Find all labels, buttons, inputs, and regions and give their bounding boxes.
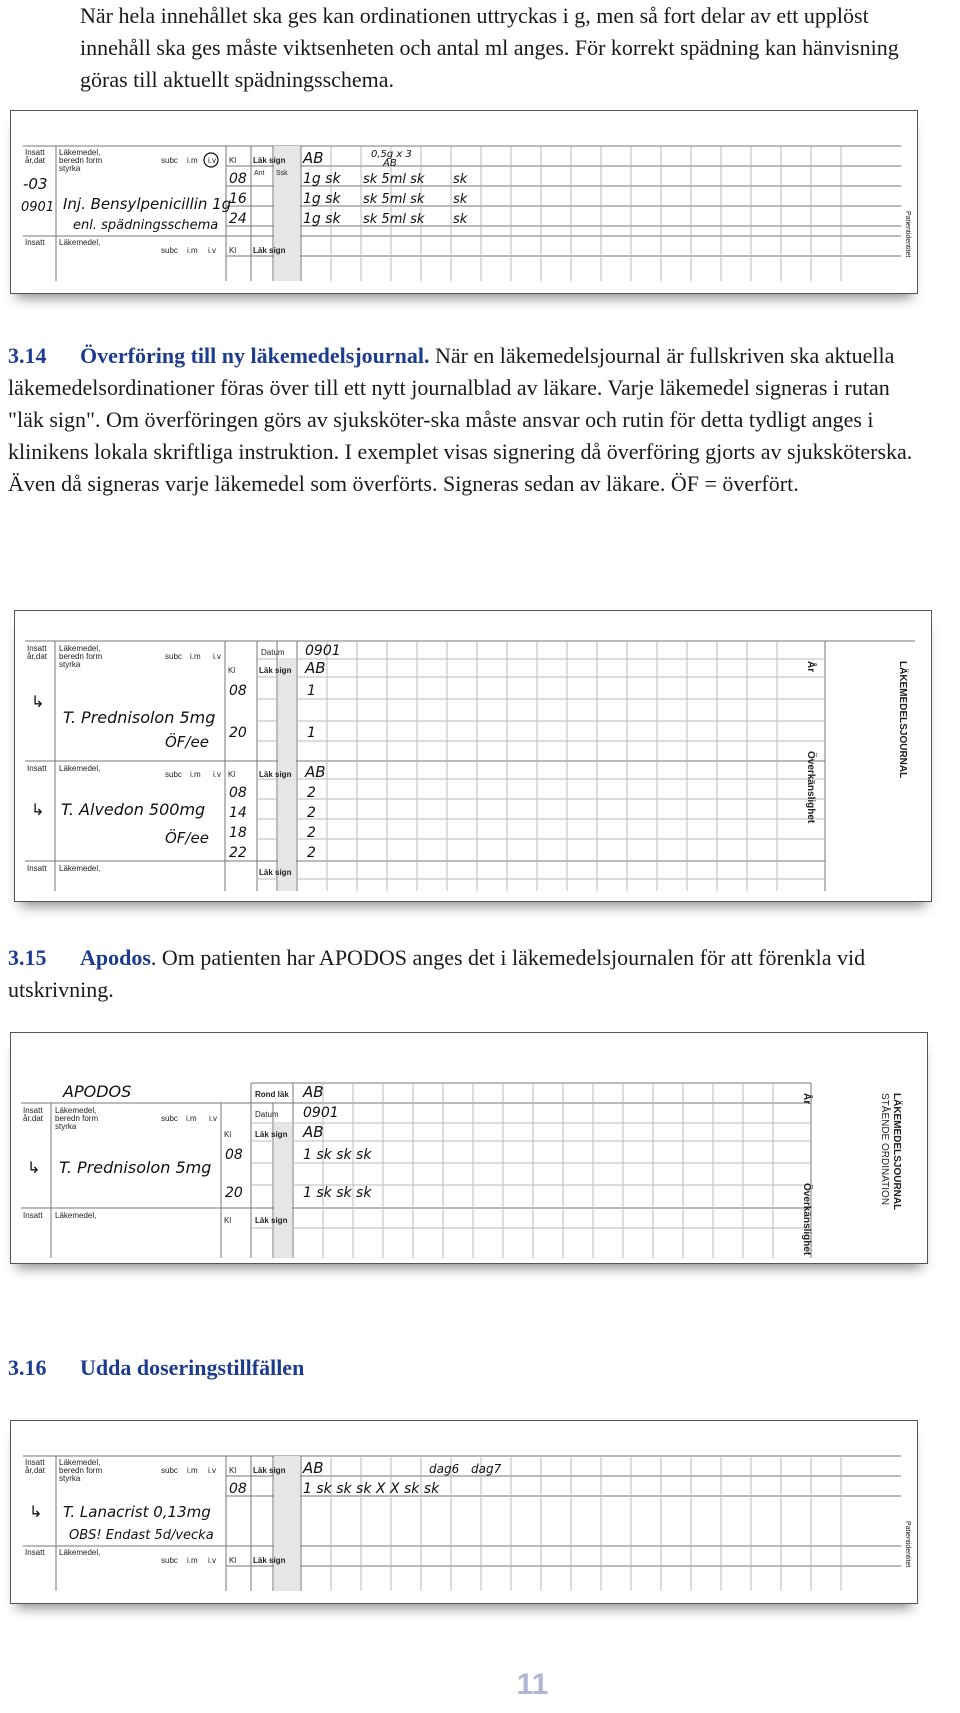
lakemedel-label: Läkemedel, — [59, 148, 101, 157]
form-1-grid — [11, 111, 917, 293]
mark-3: sk 5ml sk — [363, 212, 425, 227]
mark-2: sk 5ml sk — [363, 192, 425, 207]
insatt-label: Insatt — [27, 644, 47, 653]
kl-label: Kl — [229, 156, 237, 165]
sign-a: AB — [305, 659, 326, 677]
lakemedel-label: Läkemedel, — [59, 1458, 101, 1467]
im-label-b: i.m — [187, 1556, 198, 1565]
insatt-label: Insatt — [25, 148, 45, 157]
staende-label: STÅENDE ORDINATION — [879, 1093, 890, 1206]
insatt-label-b: Insatt — [27, 764, 47, 773]
lakemedel-label: Läkemedel, — [55, 1106, 97, 1115]
styrka-label: styrka — [59, 1474, 81, 1483]
time-1: 08 — [229, 171, 247, 187]
section-body: . Om patienten har APODOS anges det i läkemedelsjournalen för att förenkla vid utskrivning. — [8, 945, 866, 1002]
form-4-grid — [11, 1421, 917, 1603]
dag6-label: dag6 — [429, 1462, 460, 1476]
ardat-label: år,dat — [25, 1466, 46, 1475]
styrka-label: styrka — [59, 660, 81, 669]
dose-2: 1g sk — [303, 191, 341, 207]
dose-b-3: 2 — [307, 825, 316, 841]
section-title: Överföring till ny läkemedelsjournal. — [80, 343, 430, 368]
kl-label: Kl — [229, 1466, 237, 1475]
lak-sign-label-c: Läk sign — [259, 868, 292, 877]
overkanslighet-label: Överkänslighet — [805, 751, 816, 824]
time-b-4: 22 — [229, 845, 247, 861]
section-title: Udda doseringstillfällen — [80, 1355, 305, 1380]
insatt-label-b: Insatt — [25, 238, 45, 247]
time-2: 16 — [229, 191, 247, 207]
subc-label: subc — [161, 1466, 178, 1475]
rond-lak-label: Rond läk — [255, 1090, 289, 1099]
dose-b-1: 2 — [307, 785, 316, 801]
beredn-label: beredn form — [55, 1114, 99, 1123]
iv-label-b: i.v — [208, 246, 216, 255]
patientidentitet-label: Patientidentitet — [904, 1521, 911, 1568]
section-title: Apodos — [80, 945, 151, 970]
datum-value: 0901 — [305, 643, 341, 659]
sign-top: AB — [303, 149, 324, 167]
iv-label: i.v — [209, 1114, 217, 1123]
subc-label-b: subc — [161, 246, 178, 255]
form-2-grid — [15, 611, 931, 901]
lakemedel-label-b: Läkemedel, — [59, 764, 101, 773]
im-label-b: i.m — [187, 246, 198, 255]
dose-2: 1 sk sk sk — [303, 1185, 372, 1201]
drug-name: Inj. Bensylpenicillin 1g — [63, 195, 232, 213]
drug-note: OBS! Endast 5d/vecka — [69, 1528, 214, 1543]
drug-note: enl. spädningsschema — [73, 218, 219, 233]
time-1: 08 — [229, 1481, 247, 1497]
kl-label: Kl — [228, 666, 236, 675]
sign-value: AB — [303, 1459, 324, 1477]
kl-label-b: Kl — [224, 1216, 232, 1225]
lak-sign-label-b: Läk sign — [255, 1216, 288, 1225]
ardat-label: år,dat — [23, 1114, 44, 1123]
iv-label-b: i.v — [208, 1556, 216, 1565]
lak-sign-label: Läk sign — [253, 156, 286, 165]
iv-label: i.v — [213, 652, 221, 661]
dose-a-2: 1 — [307, 725, 316, 741]
medication-form-4 — [10, 1420, 918, 1604]
styrka-label: styrka — [59, 164, 81, 173]
tail-1: sk — [453, 172, 468, 187]
lak-sign-label-b: Läk sign — [253, 1556, 286, 1565]
section-3-16 — [8, 1352, 928, 1384]
ssk-label: Ssk — [276, 170, 288, 177]
tail-3: sk — [453, 212, 468, 227]
rond-value: AB — [303, 1083, 324, 1101]
im-label: i.m — [186, 1114, 197, 1123]
apodos-note: APODOS — [63, 1082, 132, 1101]
subc-label: subc — [161, 156, 178, 165]
iv-label: i.v — [208, 156, 216, 165]
sign-b: AB — [305, 763, 326, 781]
ar-label: År — [801, 1093, 812, 1105]
section-number: 3.15 — [8, 945, 47, 970]
journal-label: LÄKEMEDELSJOURNAL — [897, 661, 908, 779]
kl-label: Kl — [224, 1130, 232, 1139]
lak-sign-label: Läk sign — [253, 1466, 286, 1475]
time-a-2: 20 — [229, 725, 247, 741]
medication-form-2 — [14, 610, 932, 902]
iv-label-b: i.v — [213, 770, 221, 779]
im-label: i.m — [187, 156, 198, 165]
subc-label: subc — [161, 1114, 178, 1123]
insatt-value-1: -03 — [23, 175, 48, 193]
time-b-3: 18 — [229, 825, 247, 841]
subc-label-b: subc — [161, 1556, 178, 1565]
section-number: 3.14 — [8, 343, 47, 368]
section-body: När en läkemedelsjournal är fullskriven ska aktuella läkemedelsordinationer föras över till ett nytt journalblad av läkare. Varje läkemedel signeras i rutan "läk sign". Om överföringen görs av sjuksköter-ska måste ansvar och rutin för detta tydligt anges i klinikens lokala skriftliga instruktion. I exemplet visas signering då överföring gjorts av sjuksköterska. Även då signeras varje läkemedel som överförts. Signeras sedan av läkare. ÖF = överfört. — [8, 343, 913, 496]
insatt-label: Insatt — [25, 1458, 45, 1467]
dose-b-2: 2 — [307, 805, 316, 821]
lak-sign-label-b: Läk sign — [253, 246, 286, 255]
arrow-b: ↳ — [31, 800, 45, 819]
time-b-2: 14 — [229, 805, 247, 821]
kl-label-b: Kl — [229, 1556, 237, 1565]
beredn-label: beredn form — [59, 1466, 103, 1475]
beredn-label: beredn form — [59, 156, 103, 165]
insatt-label-c: Insatt — [27, 864, 47, 873]
sign-value: AB — [303, 1123, 324, 1141]
kl-label-b: Kl — [229, 246, 237, 255]
medication-form-3 — [10, 1032, 928, 1264]
ardat-label: år,dat — [27, 652, 48, 661]
lak-sign-label: Läk sign — [255, 1130, 288, 1139]
time-b-1: 08 — [229, 785, 247, 801]
time-1: 08 — [225, 1147, 243, 1163]
journal-label: LÄKEMEDELSJOURNAL — [891, 1093, 902, 1211]
insatt-value-2: 0901 — [21, 200, 55, 215]
insatt-label-b: Insatt — [25, 1548, 45, 1557]
drug-name: T. Prednisolon 5mg — [59, 1158, 212, 1177]
intro-paragraph: När hela innehållet ska ges kan ordinationen uttryckas i g, men så fort delar av ett upplöst innehåll ska ges måste viktsenheten och antal ml anges. För korrekt spädning kan hänvisning göras till aktuellt spädningsschema. — [80, 3, 899, 92]
dag7-label: dag7 — [471, 1462, 502, 1476]
ardat-label: år,dat — [25, 156, 46, 165]
mark-1: sk 5ml sk — [363, 172, 425, 187]
patientidentitet-label: Patientidentitet — [904, 211, 911, 258]
sign-note: 0,5g x 3 — [371, 149, 412, 160]
time-3: 24 — [229, 211, 247, 227]
dose-3: 1g sk — [303, 211, 341, 227]
lakemedel-label: Läkemedel, — [59, 644, 101, 653]
im-label: i.m — [190, 652, 201, 661]
dose-a-1: 1 — [307, 683, 316, 699]
form-3-grid — [11, 1033, 927, 1263]
sign-note-2: AB — [383, 158, 397, 169]
section-number: 3.16 — [8, 1355, 47, 1380]
drug-b: T. Alvedon 500mg — [61, 800, 206, 819]
im-label-b: i.m — [190, 770, 201, 779]
lakemedel-label-b: Läkemedel, — [59, 1548, 101, 1557]
ant-label: Ant — [254, 170, 265, 177]
im-label: i.m — [187, 1466, 198, 1475]
section-3-15 — [8, 942, 928, 1006]
dose-1: 1g sk — [303, 171, 341, 187]
subc-label: subc — [165, 652, 182, 661]
section-3-14 — [8, 340, 928, 500]
page-number: 11 — [516, 1668, 549, 1701]
drug-a: T. Prednisolon 5mg — [63, 708, 216, 727]
datum-label: Datum — [255, 1110, 279, 1119]
lakemedel-label-b: Läkemedel, — [59, 238, 101, 247]
styrka-label: styrka — [55, 1122, 77, 1131]
iv-label: i.v — [208, 1466, 216, 1475]
insatt-label-b: Insatt — [23, 1211, 43, 1220]
dose-row: 1 sk sk sk X X sk sk — [303, 1481, 440, 1497]
dose-1: 1 sk sk sk — [303, 1147, 372, 1163]
time-a-1: 08 — [229, 683, 247, 699]
beredn-label: beredn form — [59, 652, 103, 661]
kl-label-b: Kl — [228, 770, 236, 779]
lak-sign-label-b: Läk sign — [259, 770, 292, 779]
overkanslighet-label: Överkänslighet — [801, 1183, 812, 1256]
medication-form-1 — [10, 110, 918, 294]
arrow-a: ↳ — [31, 692, 45, 711]
arrow: ↳ — [29, 1502, 43, 1521]
insatt-label: Insatt — [23, 1106, 43, 1115]
dose-b-4: 2 — [307, 845, 316, 861]
of-b: ÖF/ee — [165, 829, 209, 847]
datum-value: 0901 — [303, 1105, 339, 1121]
drug-name: T. Lanacrist 0,13mg — [63, 1503, 211, 1521]
datum-label: Datum — [261, 648, 285, 657]
lak-sign-label: Läk sign — [259, 666, 292, 675]
arrow: ↳ — [27, 1158, 41, 1177]
lakemedel-label-c: Läkemedel, — [59, 864, 101, 873]
subc-label-b: subc — [165, 770, 182, 779]
lakemedel-label-b: Läkemedel, — [55, 1211, 97, 1220]
ar-label: År — [805, 661, 816, 673]
time-2: 20 — [225, 1185, 243, 1201]
of-a: ÖF/ee — [165, 733, 209, 751]
tail-2: sk — [453, 192, 468, 207]
